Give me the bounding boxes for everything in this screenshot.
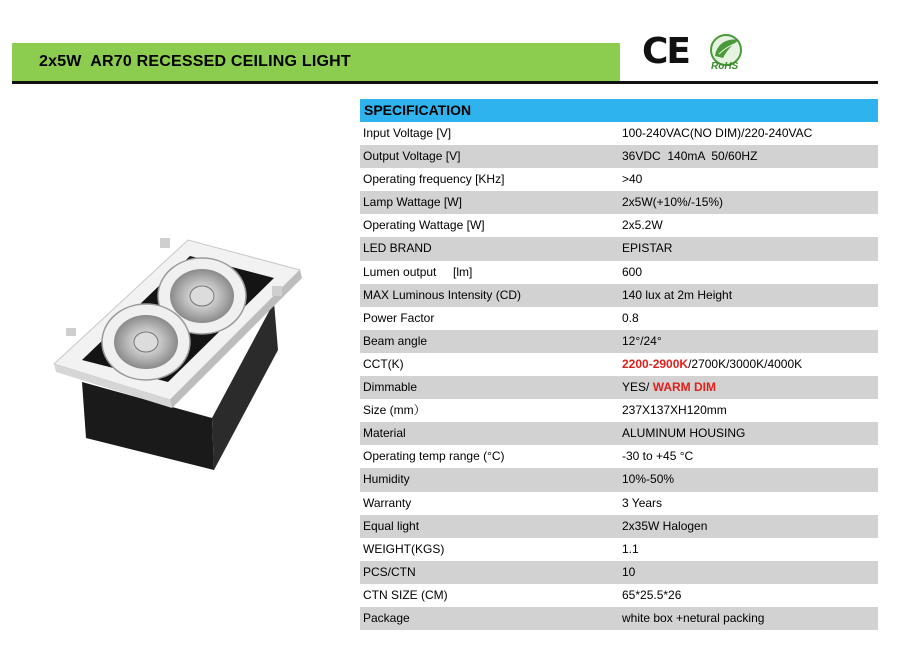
spec-row — [360, 145, 878, 168]
spec-label: Material — [363, 426, 406, 441]
spec-value: 140 lux at 2m Height — [622, 287, 733, 302]
spec-row — [360, 284, 878, 307]
spec-label: Lumen output [lm] — [363, 264, 473, 279]
spec-label: Operating Wattage [W] — [363, 218, 485, 233]
specification-table — [360, 99, 878, 630]
spec-row — [360, 307, 878, 330]
page-title: 2x5W AR70 RECESSED CEILING LIGHT — [39, 53, 351, 70]
spec-value: 100-240VAC(NO DIM)/220-240VAC — [622, 126, 813, 140]
header-divider — [12, 81, 878, 84]
spec-label: Power Factor — [363, 310, 435, 325]
spec-value: 3 Years — [622, 495, 663, 510]
spec-value: ALUMINUM HOUSING — [622, 426, 746, 441]
title-bar — [12, 43, 620, 81]
spec-row — [360, 445, 878, 468]
spec-value: 10%-50% — [622, 472, 675, 487]
spec-label: CTN SIZE (CM) — [363, 587, 448, 602]
spec-value: 10 — [622, 564, 636, 579]
spec-row — [360, 584, 878, 607]
spec-row — [360, 422, 878, 445]
spec-row — [360, 353, 878, 376]
spec-label: Equal light — [363, 518, 420, 533]
spec-value: 2x5W(+10%/-15%) — [622, 195, 724, 210]
spec-value: 12°/24° — [622, 333, 662, 348]
spec-value: 1.1 — [622, 541, 639, 556]
spec-label: Operating temp range (°C) — [363, 449, 505, 464]
spec-label: CCT(K) — [363, 356, 404, 371]
product-image — [52, 232, 314, 470]
spec-value: 0.8 — [622, 310, 639, 325]
cct-rest: /2700K/3000K/4000K — [688, 356, 803, 371]
spec-row — [360, 122, 878, 145]
spec-value — [622, 376, 716, 399]
spec-row — [360, 492, 878, 515]
spec-value: 2x5.2W — [622, 218, 663, 233]
spec-label: Warranty — [363, 495, 412, 510]
spec-label: Output Voltage [V] — [363, 149, 461, 164]
spec-row — [360, 468, 878, 491]
spec-row — [360, 515, 878, 538]
spec-value: EPISTAR — [622, 241, 673, 256]
spec-value: 65*25.5*26 — [622, 587, 682, 602]
spec-value: white box +netural packing — [622, 610, 765, 625]
spec-value — [622, 353, 802, 376]
spec-label: Humidity — [363, 472, 410, 487]
spec-row — [360, 607, 878, 630]
spec-label: PCS/CTN — [363, 564, 416, 579]
spec-label: MAX Luminous Intensity (CD) — [363, 287, 522, 302]
spec-value: 600 — [622, 264, 643, 279]
spec-value: 2x35W Halogen — [622, 518, 708, 533]
spec-row — [360, 561, 878, 584]
spec-label: Input Voltage [V] — [363, 126, 452, 140]
cct-highlight: 2200-2900K — [622, 356, 689, 371]
spec-label: Beam angle — [363, 333, 428, 348]
specification-header: SPECIFICATION — [360, 99, 878, 122]
spec-row — [360, 214, 878, 237]
spec-value: >40 — [622, 172, 643, 187]
ce-mark: CE — [642, 31, 690, 72]
rohs-icon — [703, 32, 747, 72]
spec-label: Size (mm） — [363, 403, 426, 418]
svg-text:RoHS: RoHS — [711, 61, 739, 72]
spec-row — [360, 330, 878, 353]
spec-row — [360, 376, 878, 399]
warm-dim-highlight: WARM DIM — [652, 380, 717, 395]
spec-label: Lamp Wattage [W] — [363, 195, 462, 210]
spec-row — [360, 538, 878, 561]
spec-row — [360, 168, 878, 191]
spec-label: Package — [363, 610, 410, 625]
spec-value: 237X137XH120mm — [622, 403, 727, 418]
spec-label: Dimmable — [363, 380, 418, 395]
spec-label: LED BRAND — [363, 241, 432, 256]
dimmable-prefix: YES/ — [622, 380, 653, 395]
spec-label: WEIGHT(KGS) — [363, 541, 445, 556]
spec-row — [360, 191, 878, 214]
spec-label: Operating frequency [KHz] — [363, 172, 505, 187]
spec-row — [360, 237, 878, 260]
spec-value: 36VDC 140mA 50/60HZ — [622, 149, 758, 164]
spec-value: -30 to +45 °C — [622, 449, 694, 464]
spec-row — [360, 261, 878, 284]
spec-row — [360, 399, 878, 422]
